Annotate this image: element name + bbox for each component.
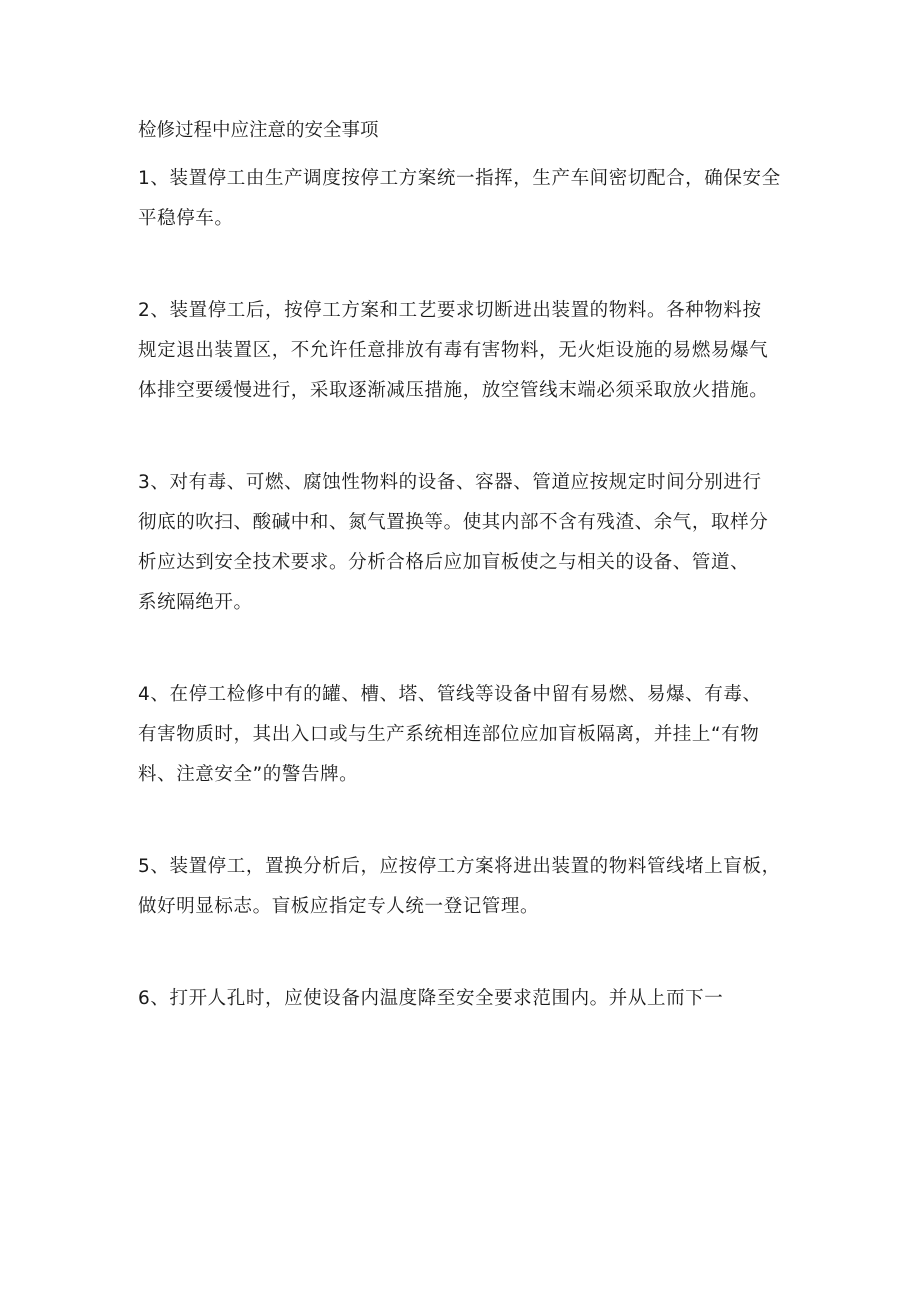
paragraph-line: 析应达到安全技术要求。分析合格后应加盲板使之与相关的设备、管道、 <box>138 552 750 573</box>
paragraph-line: 系统隔绝开。 <box>138 592 253 613</box>
paragraph-6 <box>138 979 798 1019</box>
paragraph-line: 2、装置停工后，按停工方案和工艺要求切断进出装置的物料。各种物料按 <box>138 300 762 321</box>
paragraph-line: 料、注意安全”的警告牌。 <box>138 764 359 785</box>
document-title: 检修过程中应注意的安全事项 <box>138 120 379 141</box>
paragraph-line: 平稳停车。 <box>138 208 234 229</box>
paragraph-4 <box>138 675 798 795</box>
paragraph-2 <box>138 291 798 411</box>
paragraph-line: 规定退出装置区，不允许任意排放有毒有害物料，无火炬设施的易燃易爆气 <box>138 340 769 361</box>
paragraph-line: 彻底的吹扫、酸碱中和、氮气置换等。使其内部不含有残渣、余气，取样分 <box>138 512 769 533</box>
paragraph-line: 3、对有毒、可燃、腐蚀性物料的设备、容器、管道应按规定时间分别进行 <box>138 472 762 493</box>
paragraph-line: 4、在停工检修中有的罐、槽、塔、管线等设备中留有易燃、易爆、有毒、 <box>138 684 762 705</box>
paragraph-line: 体排空要缓慢进行，采取逐渐减压措施，放空管线末端必须采取放火措施。 <box>138 380 769 401</box>
paragraph-5 <box>138 847 798 927</box>
document-page <box>138 115 798 1019</box>
paragraph-line: 5、装置停工，置换分析后，应按停工方案将进出装置的物料管线堵上盲板， <box>138 856 781 877</box>
paragraph-line: 有害物质时，其出入口或与生产系统相连部位应加盲板隔离，并挂上“有物 <box>138 724 760 745</box>
paragraph-line: 1、装置停工由生产调度按停工方案统一指挥，生产车间密切配合，确保安全 <box>138 168 781 189</box>
paragraph-line: 6、打开人孔时，应使设备内温度降至安全要求范围内。并从上而下一 <box>138 988 724 1009</box>
paragraph-1 <box>138 159 798 239</box>
paragraph-3 <box>138 463 798 623</box>
paragraph-line: 做好明显标志。盲板应指定专人统一登记管理。 <box>138 896 540 917</box>
